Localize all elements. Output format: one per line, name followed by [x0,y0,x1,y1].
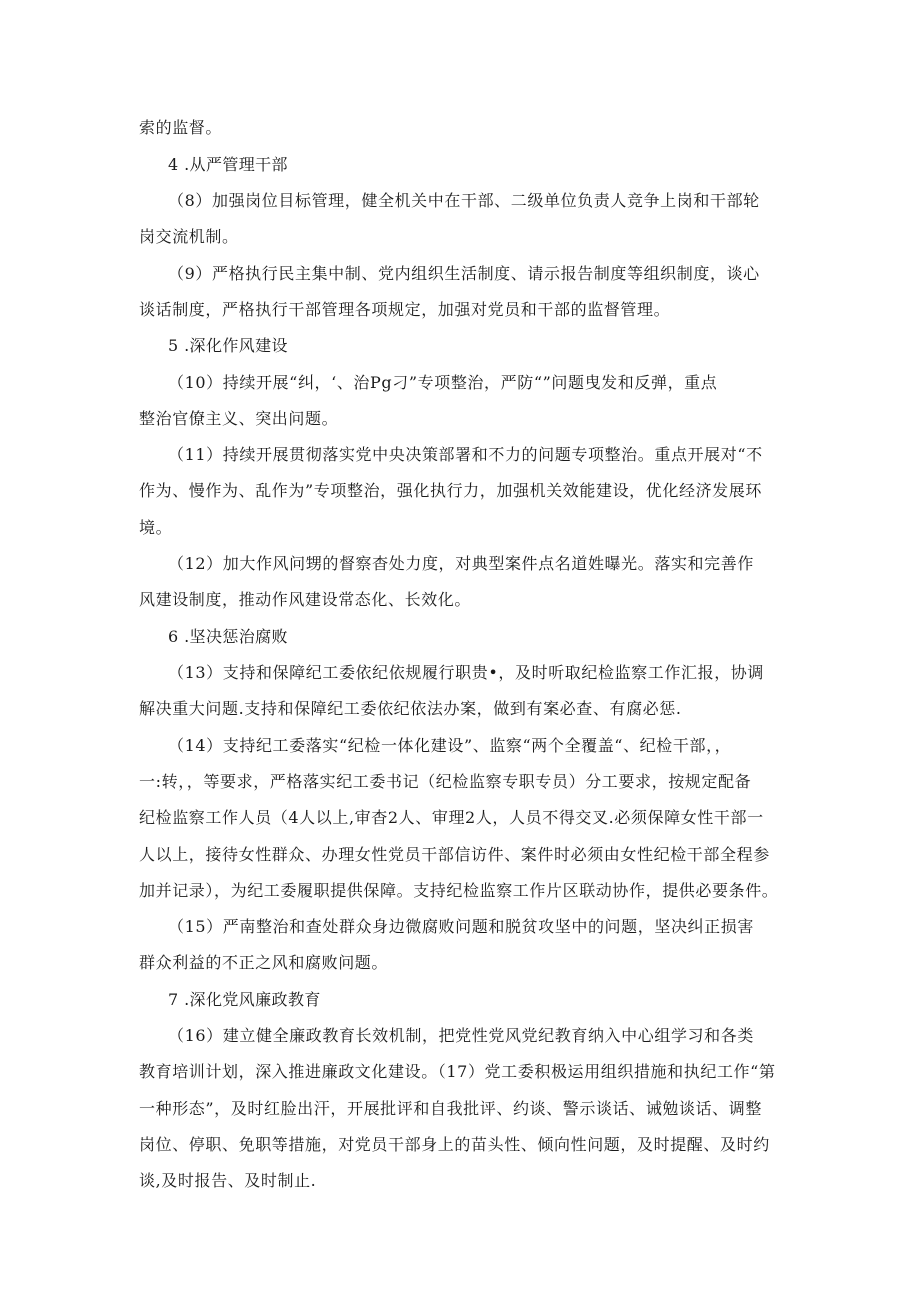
text-line: 解决重大问题.支持和保障纪工委依纪依法办案，做到有案必查、有腐必惩. [139,699,682,718]
text-line: 境。 [139,518,173,537]
text-line: 岗位、停职、免职等措施，对党员干部身上的苗头性、倾向性问题，及时提醒、及时约 [139,1135,770,1154]
text-line: 谈,及时报告、及时制止. [139,1171,317,1190]
text-line: 作为、慢作为、乱作为”专项整治，强化执行力，加强机关效能建设，优化经济发展环 [139,481,762,500]
text-line: （12）加大作风问甥的督察杳处力度，对典型案件点名道姓曝光。落实和完善作 [168,554,754,573]
section-heading: 5 .深化作风建设 [168,336,288,355]
section-heading: 6 .坚决惩治腐败 [168,627,288,646]
text-line: 一:转，，等要求，严格落实纪工委书记（纪检监察专职专员）分工要求，按规定配备 [139,772,752,791]
text-line: （16）建立健全廉政教育长效机制，把党性党风党纪教育纳入中心组学习和各类 [168,1026,754,1045]
section-heading: 4 .从严管理干部 [168,155,288,174]
text-line: 人以上，接待女性群众、办理女性党员干部信访件、案件时必须由女性纪检干部全程参 [139,845,770,864]
text-line: （11）持续开展贯彻落实党中央决策部署和不力的问题专项整治。重点开展对“不 [168,445,763,464]
text-line: （13）支持和保障纪工委依纪依规履行职贵•，及时听取纪检监察工作汇报，协调 [168,663,764,682]
text-line: 岗交流机制。 [139,227,239,246]
text-line: 教育培训计划，深入推进廉政文化建设。（17）党工委积极运用组织措施和执纪工作“第 [139,1062,776,1081]
text-line: （15）严南整治和查处群众身边微腐败问题和脱贫攻坚中的问题，坚决纠正损害 [168,917,754,936]
text-line: 一种形态”，及时红脸出汗，开展批评和自我批评、约谈、警示谈话、诫勉谈话、调整 [139,1099,762,1118]
text-line: （8）加强岗位目标管理，健全机关中在干部、二级单位负责人竞争上岗和干部轮 [168,191,760,210]
text-line: 纪检监察工作人员（4人以上,审杳2人、审理2人，人员不得交叉.必须保障女性干部一 [139,808,764,827]
text-line: 群众利益的不正之风和腐败问题。 [139,953,389,972]
text-line: 谈话制度，严格执行干部管理各项规定，加强对党员和干部的监督管理。 [139,300,671,319]
text-line: 索的监督。 [139,118,223,137]
text-line: （10）持续开展“纠，‘、治Pg刁”专项整治，严防“”问题曳发和反弹，重点 [168,373,718,392]
text-line: （9）严格执行民主集中制、党内组织生活制度、请示报告制度等组织制度，谈心 [168,264,760,283]
text-line: 风建设制度，推动作风建设常态化、长效化。 [139,590,472,609]
text-line: 整治官僚主义、突出问题。 [139,409,339,428]
section-heading: 7 .深化党风廉政教育 [168,990,321,1009]
text-line: 加并记录），为纪工委履职提供保障。支持纪检监察工作片区联动协作，提供必要条件。 [139,881,779,900]
text-line: （14）支持纪工委落实“纪检一体化建设”、监察“两个全覆盖“、纪检干部，， [168,736,732,755]
